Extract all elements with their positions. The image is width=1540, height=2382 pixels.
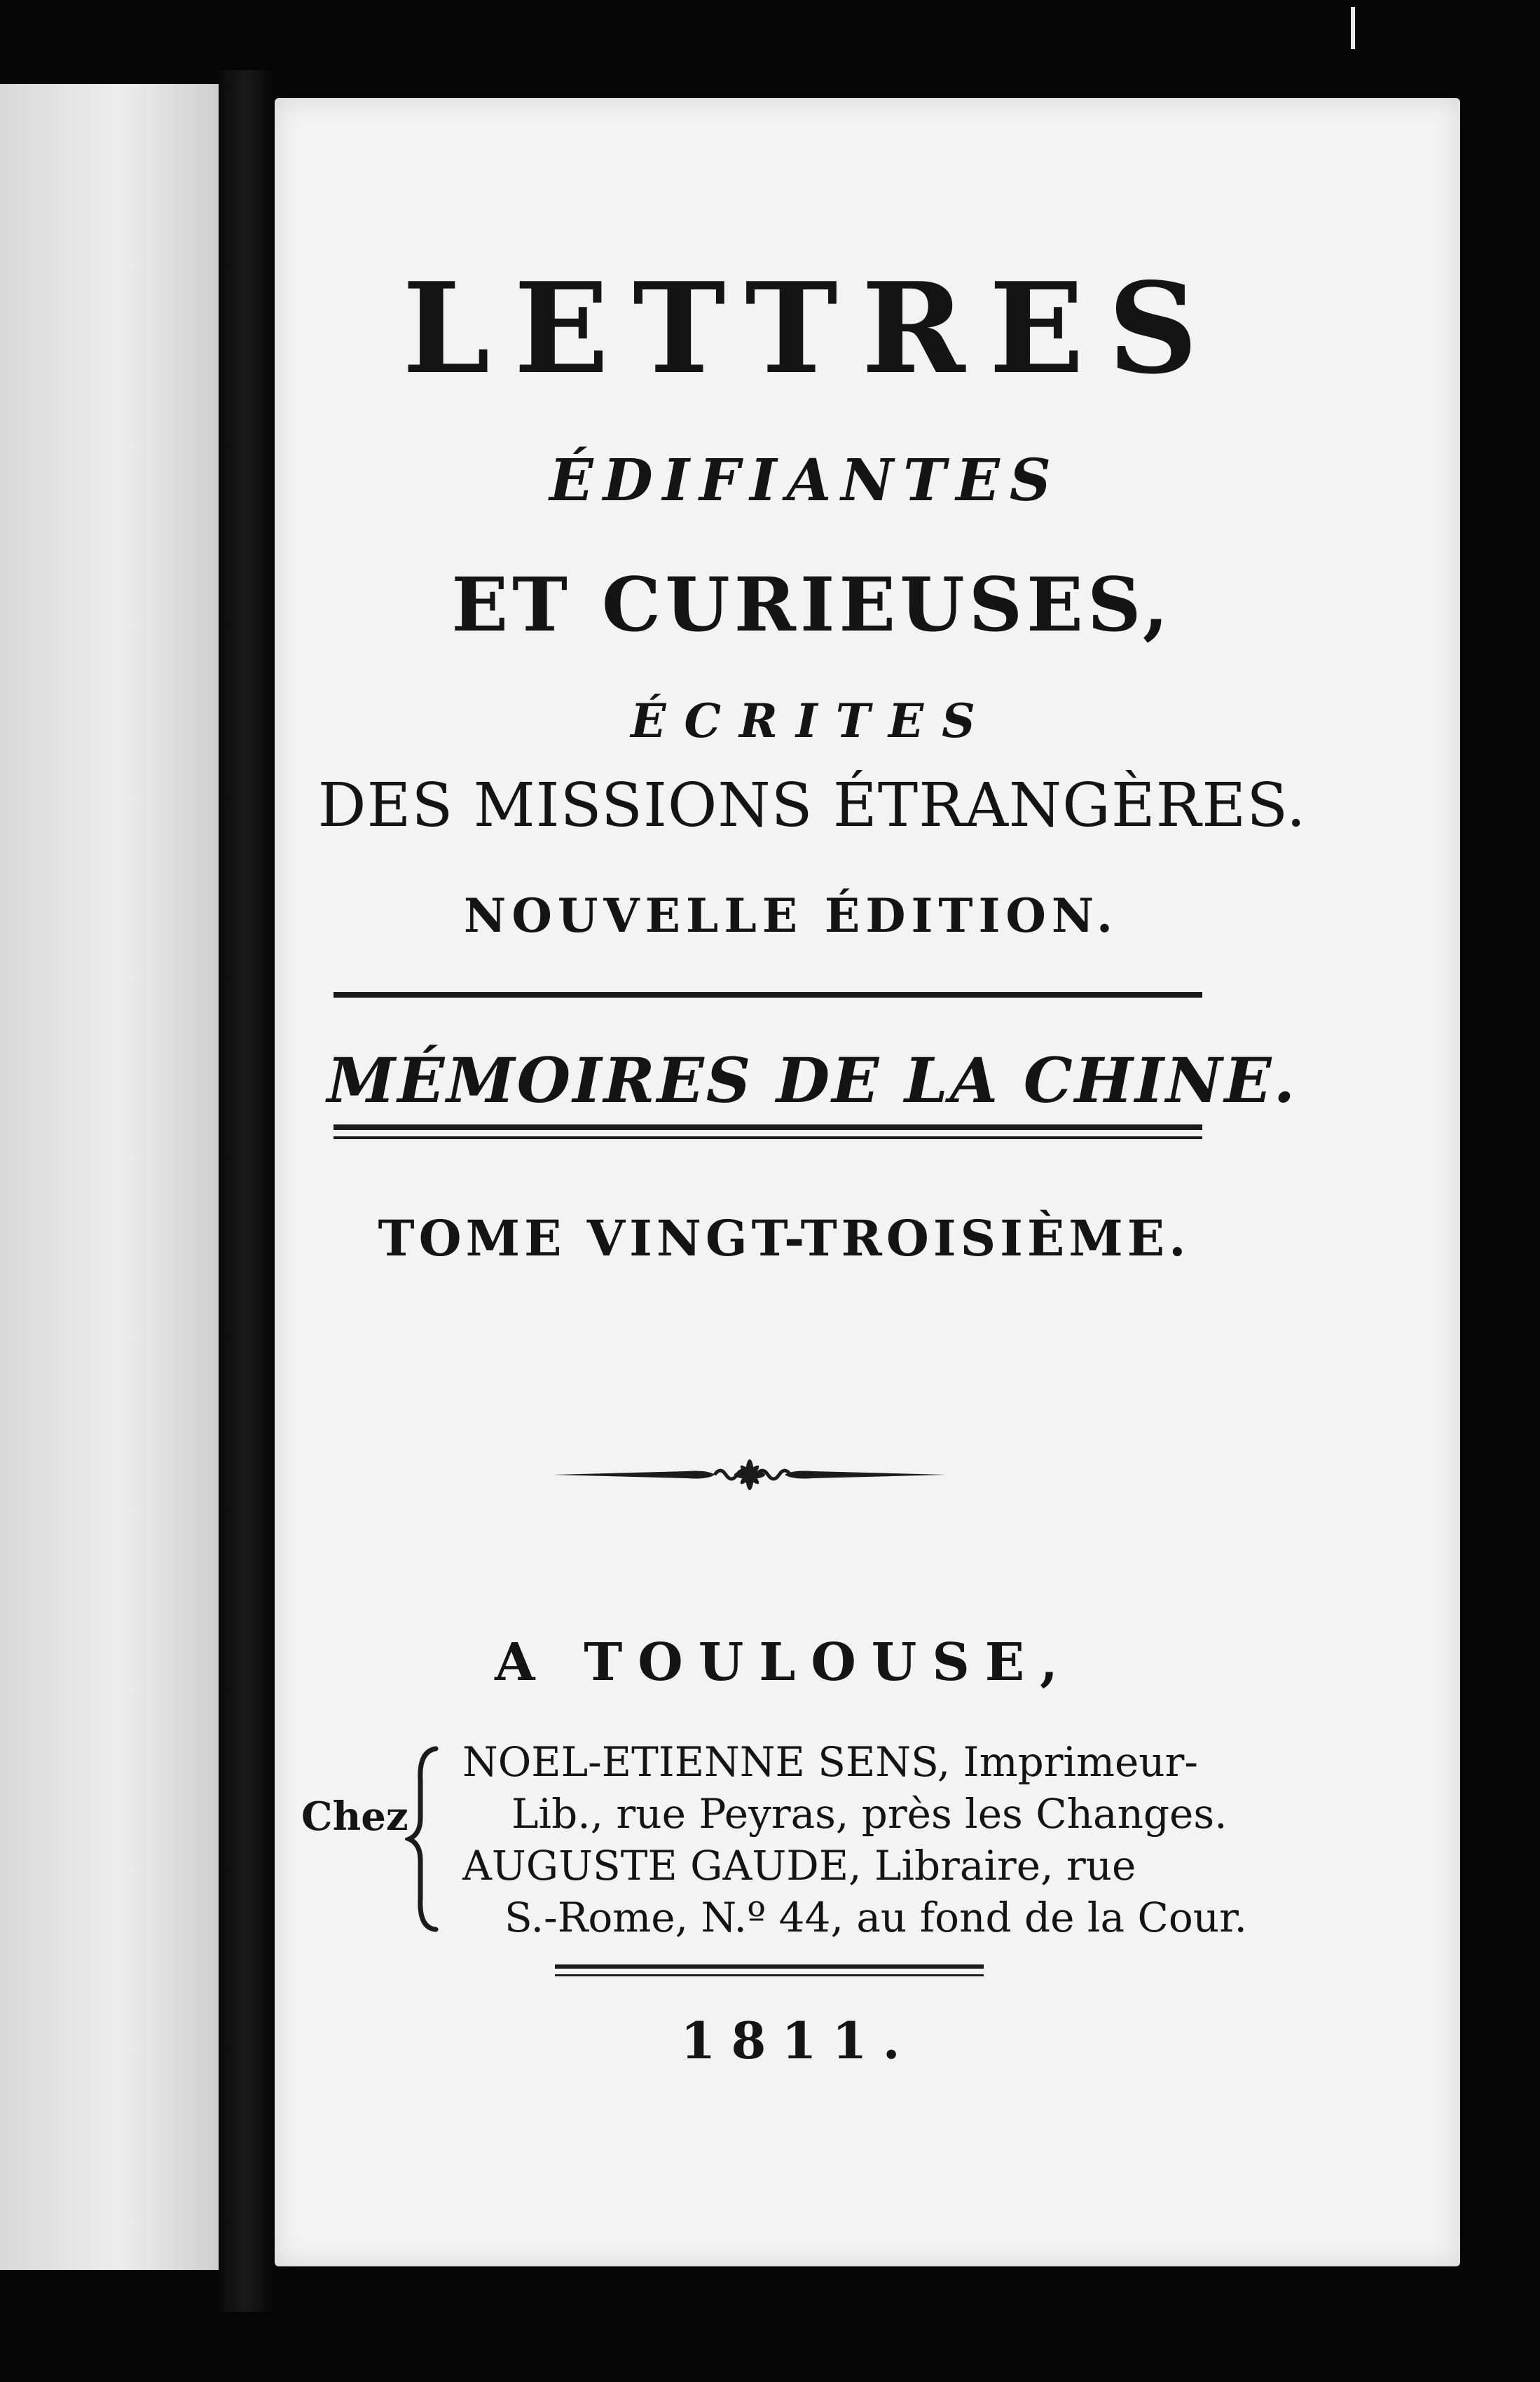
imprint-line-4: S.-Rome, N.º 44, au fond de la Cour. [504,1894,1247,1941]
volume-number: TOME VINGT-TROISIÈME. [378,1209,1190,1267]
book-gutter [219,70,276,2312]
title-line-missions: DES MISSIONS ÉTRANGÈRES. [317,771,1307,841]
series-subtitle: MÉMOIRES DE LA CHINE. [326,1044,1298,1117]
imprint-rule-thin [555,1974,984,1976]
imprint-line-1: NOEL-ETIENNE SENS, Imprimeur- [462,1738,1198,1786]
imprint-city: A TOULOUSE, [495,1632,1073,1693]
imprint-chez: Chez [301,1794,408,1840]
imprint-rule [555,1964,984,1969]
fleuron-ornament-icon [546,1450,953,1499]
book-title: LETTRES [402,255,1222,401]
edition-statement: NOUVELLE ÉDITION. [464,888,1118,943]
divider-rule-bottom [334,1124,1202,1130]
title-line-curieuses: ET CURIEUSES, [451,560,1173,648]
divider-rule-top [334,992,1202,998]
imprint-line-2: Lib., rue Peyras, près les Changes. [511,1790,1228,1838]
title-line-ecrites: ÉCRITES [631,694,994,748]
left-page-edge [0,84,219,2270]
curly-brace-icon [405,1744,441,1934]
edge-mark [1351,7,1355,49]
publication-year: 1811. [680,2011,916,2070]
divider-rule-bottom-thin [334,1136,1202,1139]
imprint-printers [462,1736,1247,1943]
title-line-edifiantes: ÉDIFIANTES [549,447,1061,514]
imprint-line-3: AUGUSTE GAUDE, Libraire, rue [462,1842,1136,1889]
